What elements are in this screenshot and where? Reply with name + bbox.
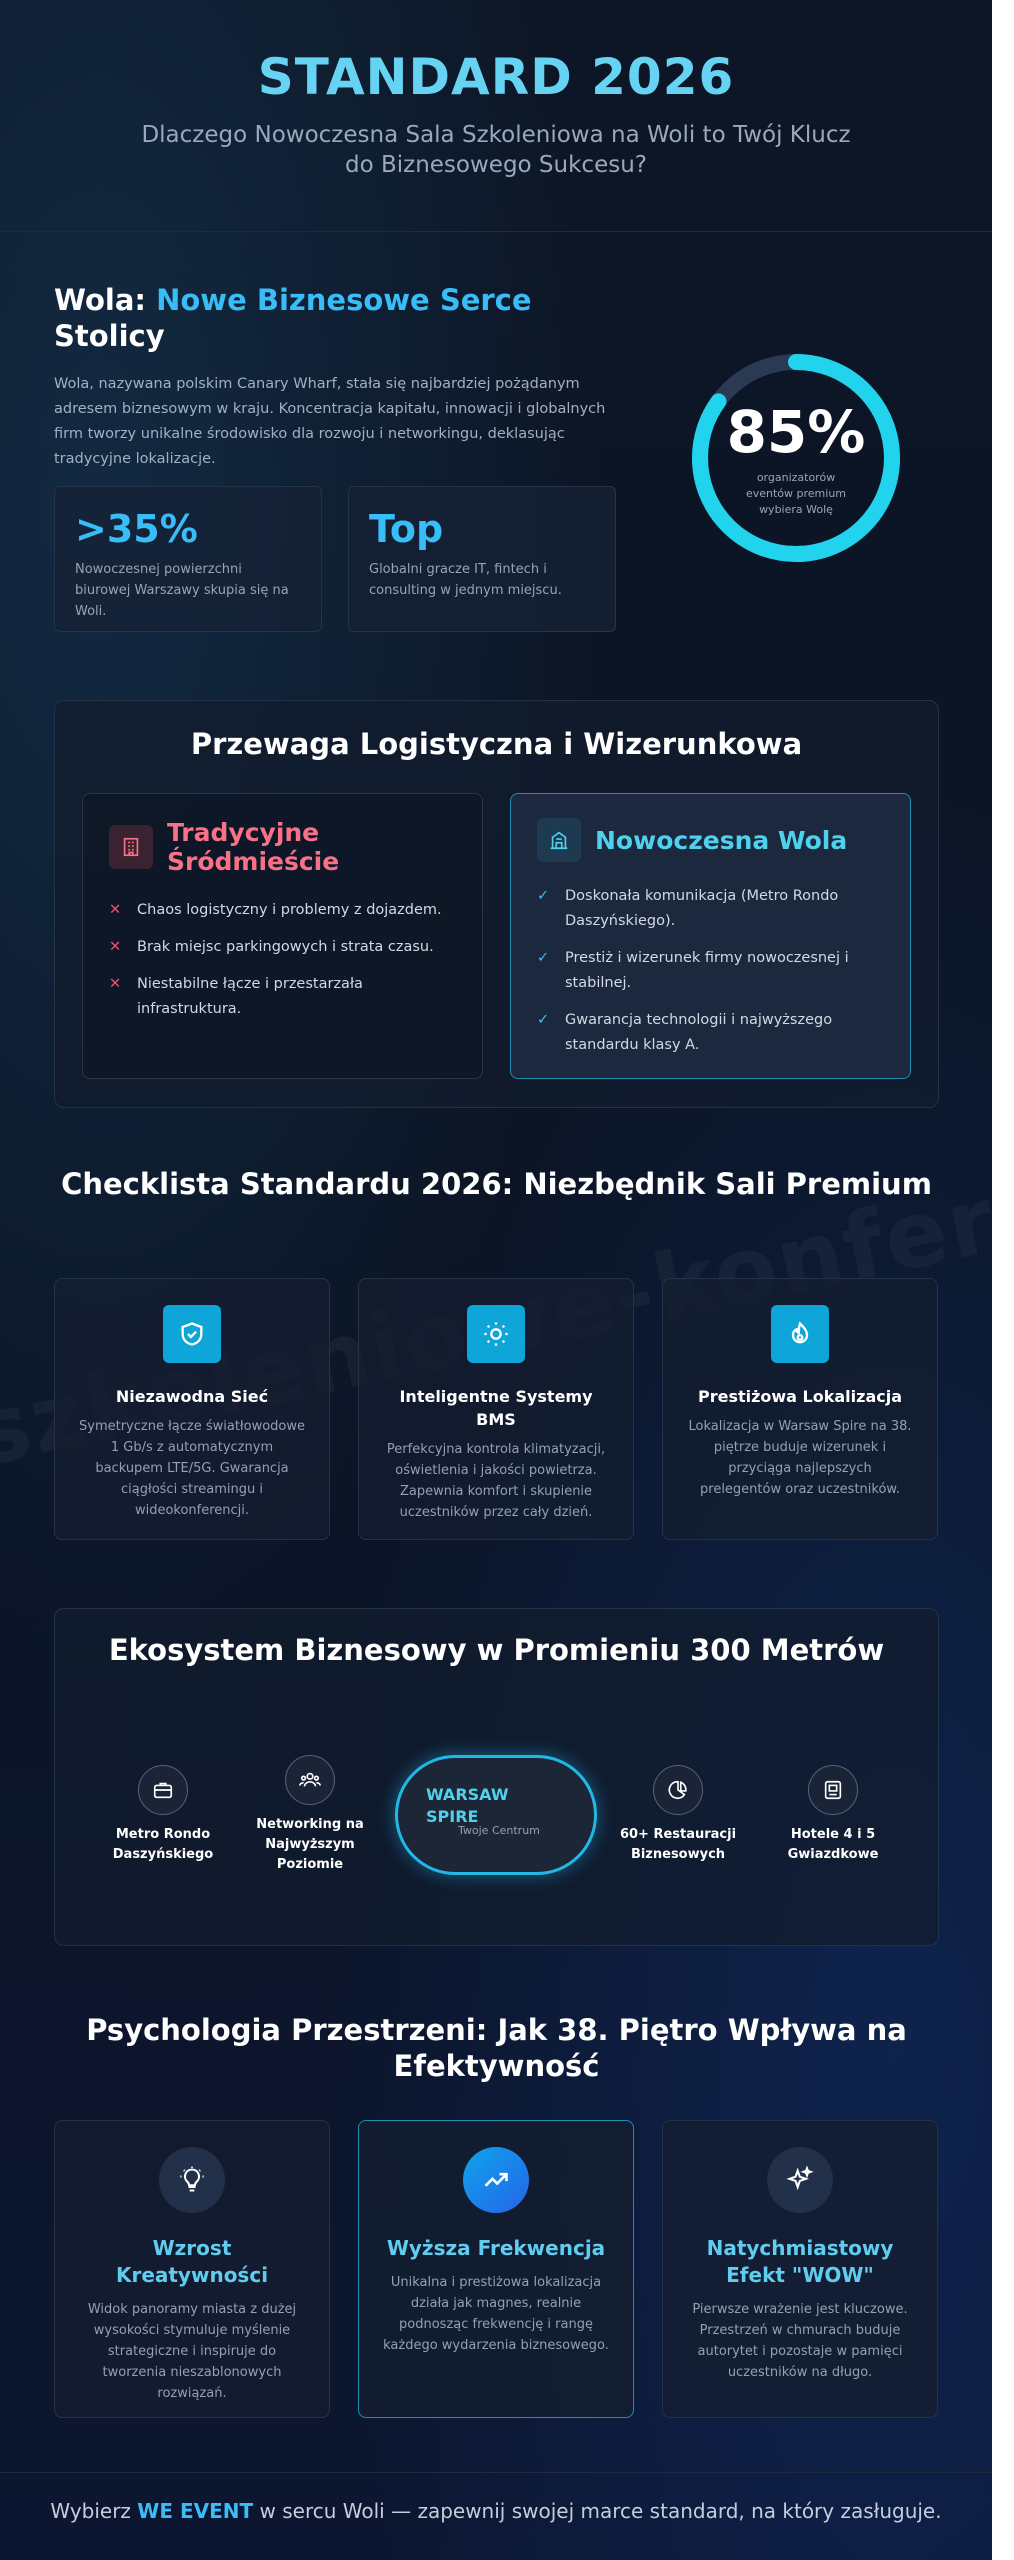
ecosystem-item: [93, 1765, 233, 1865]
intro-text: Wola, nazywana polskim Canary Wharf, stała się najbardziej pożądanym adresem biznesowym w kraju. Koncentracja kapitału, innowacji i globalnych firm tworzy unikalne środowisko dla rozwoju i networkingu, deklasując tradycyjne lokalizacje.: [54, 376, 606, 467]
feature-card: [662, 1278, 938, 1540]
list-item-text: Chaos logistyczny i problemy z dojazdem.: [137, 902, 442, 918]
list-item-text: Brak miejsc parkingowych i strata czasu.: [137, 939, 434, 955]
list-item: [109, 935, 456, 960]
location-pin-icon: [771, 1305, 829, 1363]
psychology-card: [358, 2120, 634, 2418]
pie-chart-icon: [653, 1765, 703, 1815]
building-icon: [109, 825, 153, 869]
check-icon: ✓: [537, 950, 550, 966]
sun-icon: [467, 1305, 525, 1363]
feature-text: Perfekcyjna kontrola klimatyzacji, oświetlenia i jakości powietrza. Zapewnia komfort i skupienie uczestników przez cały dzień.: [386, 1442, 606, 1520]
ecosystem-item: [603, 1765, 753, 1865]
list-item-text: Prestiż i wizerunek firmy nowoczesnej i stabilnej.: [565, 950, 849, 991]
sparkles-icon: [767, 2147, 833, 2213]
center-subtitle: Twoje Centrum: [458, 1824, 540, 1837]
checklist-title: Checklista Standardu 2026: Niezbędnik Sali Premium: [61, 1167, 932, 1201]
feature-card: [358, 1278, 634, 1540]
x-mark-icon: ✕: [109, 939, 122, 955]
list-item-text: Niestabilne łącze i przestarzała infrastruktura.: [137, 976, 363, 1017]
psychology-card-title: Natychmiastowy Efekt "WOW": [706, 2236, 894, 2287]
x-mark-icon: ✕: [109, 902, 122, 918]
list-item: [537, 884, 884, 934]
donut-label: organizatorów eventów premium wybiera Wolę: [745, 471, 847, 516]
psychology-card-text: Widok panoramy miasta z dużej wysokości stymuluje myślenie strategiczne i inspiruje do tworzenia nieszablonowych rozwiązań.: [87, 2302, 297, 2401]
comparison-modern: [510, 793, 911, 1079]
stat-text: Nowoczesnej powierzchni biurowej Warszawy skupia się na Woli.: [75, 562, 289, 619]
ecosystem-item: [235, 1755, 385, 1875]
footer-suffix: w sercu Woli — zapewnij swojej marce standard, na który zasługuje.: [253, 2499, 942, 2523]
ecosystem-section: [54, 1608, 939, 1946]
feature-text: Symetryczne łącze światłowodowe 1 Gb/s z automatycznym backupem LTE/5G. Gwarancja ciągłości streamingu i wideokonferencji.: [79, 1419, 305, 1518]
shield-check-icon: [163, 1305, 221, 1363]
ecosystem-label: Networking na Najwyższym Poziomie: [256, 1817, 364, 1872]
list-item: [109, 972, 456, 1022]
feature-title: Niezawodna Sieć: [115, 1387, 269, 1406]
intro-title-suffix: Stolicy: [54, 319, 165, 353]
comparison-section: [54, 700, 939, 1108]
stat-card: [348, 486, 616, 632]
intro-title: [54, 282, 614, 354]
ecosystem-item: [763, 1765, 903, 1865]
psychology-card-title: Wyższa Frekwencja: [386, 2236, 606, 2260]
briefcase-icon: [138, 1765, 188, 1815]
lightbulb-icon: [159, 2147, 225, 2213]
stat-value: >35%: [75, 507, 198, 551]
list-item: [109, 898, 456, 923]
comparison-traditional-title: Tradycyjne Śródmieście: [167, 818, 340, 876]
psychology-card: [662, 2120, 938, 2418]
ecosystem-label: 60+ Restauracji Biznesowych: [619, 1827, 737, 1862]
list-item-text: Doskonała komunikacja (Metro Rondo Daszyńskiego).: [565, 888, 839, 929]
page-subtitle: Dlaczego Nowoczesna Sala Szkoleniowa na Woli to Twój Klucz do Biznesowego Sukcesu?: [141, 122, 851, 178]
ecosystem-title: Ekosystem Biznesowy w Promieniu 300 Metrów: [108, 1633, 885, 1667]
ecosystem-label: Hotele 4 i 5 Gwiazdkowe: [787, 1827, 879, 1862]
donut-percent: 85%: [726, 398, 866, 466]
comparison-traditional: [82, 793, 483, 1079]
check-icon: ✓: [537, 888, 550, 904]
intro-section: [54, 282, 939, 642]
footer-brand: WE EVENT: [137, 2499, 254, 2523]
intro-title-accent: Nowe Biznesowe Serce: [156, 283, 532, 317]
ecosystem-label: Metro Rondo Daszyńskiego: [112, 1827, 214, 1862]
header: [0, 0, 992, 232]
footer-prefix: Wybierz: [50, 2499, 138, 2523]
city-icon: [537, 818, 581, 862]
scrollbar-track[interactable]: [992, 0, 1014, 2560]
check-icon: ✓: [537, 1012, 550, 1028]
people-icon: [285, 1755, 335, 1805]
intro-title-prefix: Wola:: [54, 283, 157, 317]
page-title: STANDARD 2026: [257, 48, 735, 106]
warsaw-spire-center: [395, 1755, 597, 1875]
list-item: [537, 946, 884, 996]
list-item-text: Gwarancja technologii i najwyższego standardu klasy A.: [565, 1012, 833, 1053]
list-item: [537, 1008, 884, 1058]
stat-cards: [54, 486, 616, 632]
comparison-title: Przewaga Logistyczna i Wizerunkowa: [190, 727, 803, 761]
psychology-card-title: Wzrost Kreatywności: [115, 2236, 269, 2287]
hotel-icon: [808, 1765, 858, 1815]
comparison-modern-title: Nowoczesna Wola: [595, 825, 848, 855]
psychology-card-text: Pierwsze wrażenie jest kluczowe. Przestrzeń w chmurach buduje autorytet i pozostaje w pamięci uczestników na długo.: [692, 2302, 908, 2380]
psychology-card: [54, 2120, 330, 2418]
trending-up-icon: [463, 2147, 529, 2213]
stat-value: Top: [369, 507, 444, 551]
donut-label-group: [688, 350, 904, 566]
feature-text: Lokalizacja w Warsaw Spire na 38. piętrze buduje wizerunek i przyciąga najlepszych prelegentów oraz uczestników.: [688, 1419, 912, 1497]
footer: [0, 2472, 992, 2560]
center-title: WARSAW SPIRE: [426, 1785, 509, 1826]
feature-title: Prestiżowa Lokalizacja: [697, 1387, 903, 1406]
psychology-title: Psychologia Przestrzeni: Jak 38. Piętro Wpływa na Efektywność: [86, 2013, 907, 2083]
x-mark-icon: ✕: [109, 976, 122, 992]
psychology-card-text: Unikalna i prestiżowa lokalizacja działa jak magnes, realnie podnosząc frekwencję i rangę każdego wydarzenia biznesowego.: [383, 2275, 609, 2353]
feature-card: [54, 1278, 330, 1540]
feature-title: Inteligentne Systemy BMS: [399, 1387, 593, 1429]
stat-card: [54, 486, 322, 632]
stat-text: Globalni gracze IT, fintech i consulting w jednym miejscu.: [369, 562, 562, 598]
